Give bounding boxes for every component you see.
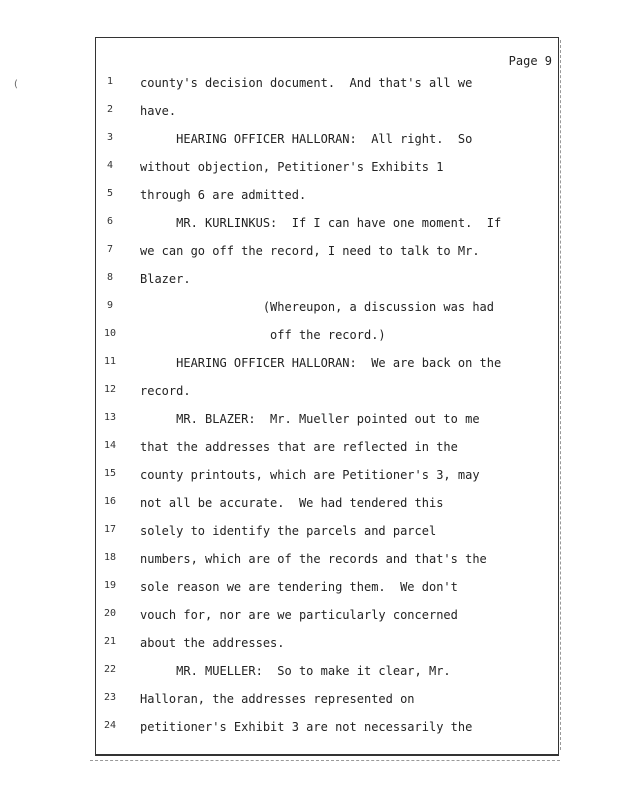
transcript-line: [96, 104, 560, 124]
transcript-line: [96, 664, 560, 684]
line-text: Blazer.: [140, 272, 191, 286]
transcript-line: [96, 636, 560, 656]
line-number: 20: [103, 608, 117, 619]
line-text: petitioner's Exhibit 3 are not necessarily the: [140, 720, 473, 734]
line-text: we can go off the record, I need to talk to Mr.: [140, 244, 480, 258]
line-text: that the addresses that are reflected in the: [140, 440, 458, 454]
line-number: 22: [103, 664, 117, 675]
margin-mark: (: [14, 79, 18, 90]
line-text: MR. BLAZER: Mr. Mueller pointed out to me: [140, 412, 480, 426]
transcript-line: [96, 412, 560, 432]
line-text: solely to identify the parcels and parcel: [140, 524, 437, 538]
line-text: MR. MUELLER: So to make it clear, Mr.: [140, 664, 451, 678]
line-number: 7: [106, 244, 114, 255]
line-text: HEARING OFFICER HALLORAN: All right. So: [140, 132, 473, 146]
line-number: 23: [103, 692, 117, 703]
line-number: 10: [103, 328, 117, 339]
transcript-line: [96, 496, 560, 516]
transcript-line: [96, 356, 560, 376]
line-text: Halloran, the addresses represented on: [140, 692, 415, 706]
line-text: (Whereupon, a discussion was had: [140, 300, 495, 314]
line-number: 13: [103, 412, 117, 423]
line-text: through 6 are admitted.: [140, 188, 307, 202]
line-text: without objection, Petitioner's Exhibits 1: [140, 160, 444, 174]
page-number: Page 9: [508, 54, 552, 68]
line-text: county printouts, which are Petitioner's 3, may: [140, 468, 480, 482]
line-number: 4: [106, 160, 114, 171]
line-number: 15: [103, 468, 117, 479]
line-number: 17: [103, 524, 117, 535]
transcript-line: [96, 692, 560, 712]
transcript-line: [96, 300, 560, 320]
line-text: have.: [140, 104, 177, 118]
transcript-line: [96, 216, 560, 236]
transcript-line: [96, 384, 560, 404]
line-text: about the addresses.: [140, 636, 285, 650]
line-text: HEARING OFFICER HALLORAN: We are back on the: [140, 356, 502, 370]
line-text: sole reason we are tendering them. We don't: [140, 580, 458, 594]
line-number: 2: [106, 104, 114, 115]
transcript-line: [96, 524, 560, 544]
transcript-line: [96, 160, 560, 180]
line-text: numbers, which are of the records and that's the: [140, 552, 487, 566]
transcript-line: [96, 580, 560, 600]
line-number: 12: [103, 384, 117, 395]
bottom-scan-rule: [90, 760, 560, 762]
transcript-line: [96, 244, 560, 264]
line-number: 24: [103, 720, 117, 731]
line-number: 14: [103, 440, 117, 451]
transcript-line: [96, 328, 560, 348]
transcript-line: [96, 720, 560, 740]
scan-edge-rule: [560, 40, 562, 750]
line-number: 11: [103, 356, 117, 367]
transcript-page: [95, 37, 559, 756]
line-number: 3: [106, 132, 114, 143]
line-number: 16: [103, 496, 117, 507]
transcript-line: [96, 272, 560, 292]
line-text: county's decision document. And that's all we: [140, 76, 473, 90]
line-number: 6: [106, 216, 114, 227]
line-number: 8: [106, 272, 114, 283]
line-text: record.: [140, 384, 191, 398]
transcript-line: [96, 468, 560, 488]
line-text: vouch for, nor are we particularly concerned: [140, 608, 458, 622]
transcript-line: [96, 188, 560, 208]
line-text: off the record.): [140, 328, 386, 342]
line-number: 9: [106, 300, 114, 311]
line-number: 19: [103, 580, 117, 591]
line-number: 21: [103, 636, 117, 647]
line-number: 1: [106, 76, 114, 87]
transcript-line: [96, 440, 560, 460]
line-text: not all be accurate. We had tendered this: [140, 496, 444, 510]
transcript-line: [96, 132, 560, 152]
line-number: 18: [103, 552, 117, 563]
transcript-line: [96, 76, 560, 96]
line-text: MR. KURLINKUS: If I can have one moment. If: [140, 216, 502, 230]
transcript-line: [96, 608, 560, 628]
line-number: 5: [106, 188, 114, 199]
transcript-line: [96, 552, 560, 572]
